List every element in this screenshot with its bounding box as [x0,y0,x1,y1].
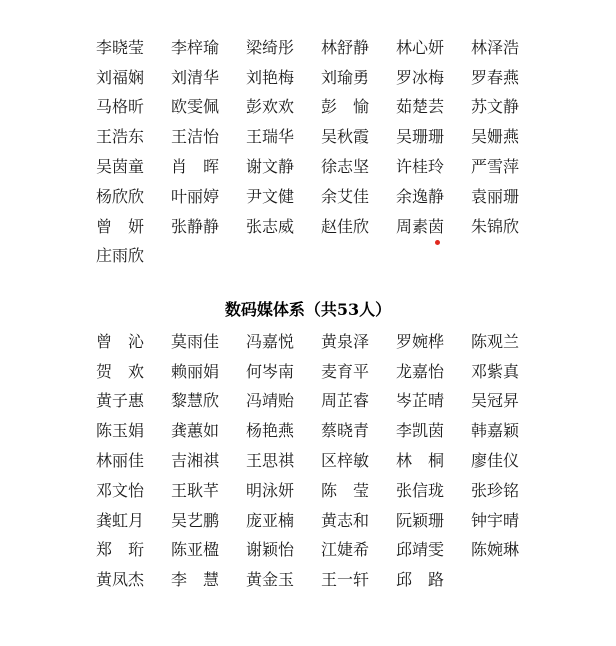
student-name: 冯嘉悦 [246,331,295,351]
student-name: 龚虹月 [96,510,145,530]
student-name: 莫雨佳 [171,331,220,351]
student-name: 黎慧欣 [171,391,220,411]
student-name: 罗冰梅 [396,67,445,87]
student-name: 罗婉桦 [396,331,445,351]
student-name: 刘清华 [171,67,220,87]
student-name: 罗春燕 [471,67,520,87]
student-name: 谢文静 [246,157,295,177]
student-name: 严雪萍 [471,157,520,177]
student-name: 李晓莹 [96,37,145,57]
student-name: 郑 珩 [96,540,145,560]
student-name: 邓紫真 [471,361,520,381]
student-name: 黄凤杰 [96,570,145,590]
student-name: 陈观兰 [471,331,520,351]
student-name: 叶丽婷 [171,186,220,206]
student-name: 欧雯佩 [171,97,220,117]
student-name: 谢颖怡 [246,540,295,560]
student-name: 张志威 [246,216,295,236]
student-name: 袁丽珊 [471,186,520,206]
student-name: 彭欢欢 [246,97,295,117]
student-name: 岑芷晴 [396,391,445,411]
student-name: 陈 莹 [321,480,370,500]
student-name: 赖丽娟 [171,361,220,381]
student-name: 林 桐 [396,451,445,471]
student-name: 黄金玉 [246,570,295,590]
section-heading-digital-media: 数码媒体系（共53人） [224,300,392,319]
student-name: 林泽浩 [471,37,520,57]
student-name: 吴珊珊 [396,127,445,147]
student-name: 冯靖贻 [246,391,295,411]
student-name: 李凯茵 [396,421,445,441]
student-name: 廖佳仪 [471,451,520,471]
student-name: 吴冠昇 [471,391,520,411]
student-name: 梁绮彤 [246,37,295,57]
student-name: 黄子惠 [96,391,145,411]
student-name: 贺 欢 [96,361,145,381]
student-name: 刘福娴 [96,67,145,87]
student-name: 林心妍 [396,37,445,57]
student-name: 吉湘祺 [171,451,220,471]
student-name: 肖 晖 [171,157,220,177]
student-name: 尹文健 [246,186,295,206]
student-name: 吴茵童 [96,157,145,177]
student-name: 何岑南 [246,361,295,381]
student-name: 马格昕 [96,97,145,117]
student-name: 林舒静 [321,37,370,57]
student-name: 邱 路 [396,570,445,590]
student-name: 明泳妍 [246,480,295,500]
student-name: 麦育平 [321,361,370,381]
student-name: 曾 妍 [96,216,145,236]
student-name: 茹楚芸 [396,97,445,117]
student-name: 张静静 [171,216,220,236]
student-name: 江婕希 [321,540,370,560]
student-name: 吴秋霞 [321,127,370,147]
student-name: 赵佳欣 [321,216,370,236]
student-name: 李 慧 [171,570,220,590]
student-name: 刘瑜勇 [321,67,370,87]
student-name: 周素茵 [396,216,445,236]
student-name: 徐志坚 [321,157,370,177]
name-list-section-1 [96,33,546,271]
student-name: 韩嘉颖 [471,421,520,441]
student-name: 许桂玲 [396,157,445,177]
student-name: 余逸静 [396,186,445,206]
student-name: 林丽佳 [96,451,145,471]
student-name: 庞亚楠 [246,510,295,530]
student-name: 余艾佳 [321,186,370,206]
red-dot-marker [435,240,440,245]
student-name: 李梓瑜 [171,37,220,57]
name-list-digital-media [96,327,546,595]
student-name: 黄泉泽 [321,331,370,351]
student-name: 阮颖珊 [396,510,445,530]
student-name: 张信珑 [396,480,445,500]
student-name: 钟宇晴 [471,510,520,530]
student-name: 黄志和 [321,510,370,530]
student-name: 王一轩 [321,570,370,590]
student-name: 王瑞华 [246,127,295,147]
student-name: 王耿芊 [171,480,220,500]
student-name: 王思祺 [246,451,295,471]
student-name: 张珍铭 [471,480,520,500]
student-name: 曾 沁 [96,331,145,351]
student-name: 朱锦欣 [471,216,520,236]
student-name: 龚蕙如 [171,421,220,441]
student-name: 苏文静 [471,97,520,117]
student-name: 蔡晓青 [321,421,370,441]
student-name: 王洁怡 [171,127,220,147]
student-name: 周芷睿 [321,391,370,411]
student-name: 陈婉琳 [471,540,520,560]
student-name: 陈玉娟 [96,421,145,441]
student-name: 区梓敏 [321,451,370,471]
student-name: 邱靖雯 [396,540,445,560]
student-name: 邓文怡 [96,480,145,500]
student-name: 刘艳梅 [246,67,295,87]
student-name: 吴艺鹏 [171,510,220,530]
student-name: 杨欣欣 [96,186,145,206]
student-name: 陈亚楹 [171,540,220,560]
student-name: 吴姗燕 [471,127,520,147]
student-name: 庄雨欣 [96,246,145,266]
student-name: 杨艳燕 [246,421,295,441]
student-name: 王浩东 [96,127,145,147]
student-name: 龙嘉怡 [396,361,445,381]
student-name: 彭 愉 [321,97,370,117]
